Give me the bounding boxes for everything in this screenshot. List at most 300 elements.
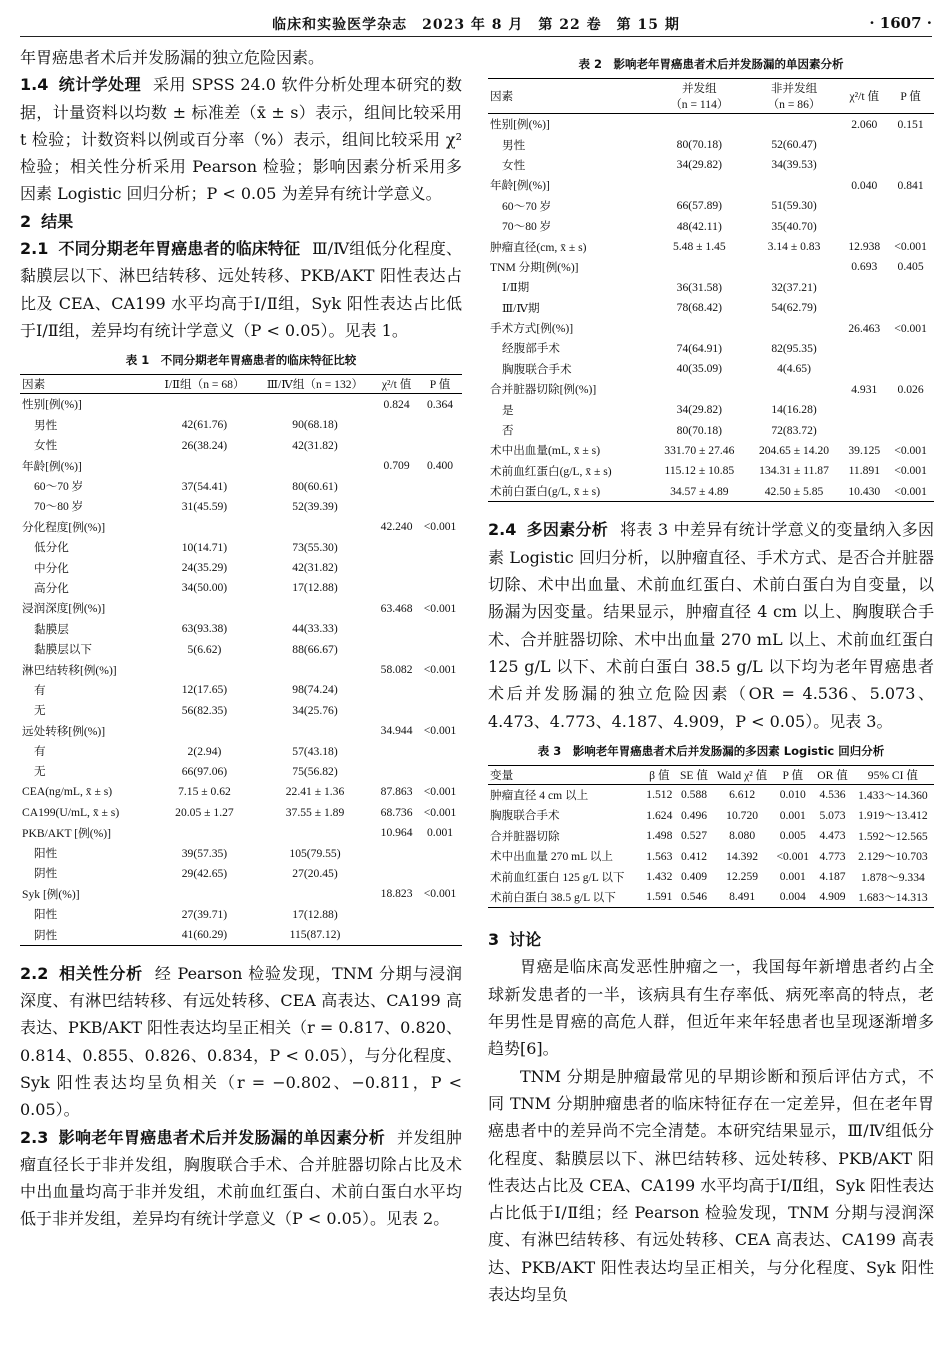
table-1-caption: 表 1 不同分期老年胃癌患者的临床特征比较 (125, 353, 357, 368)
table-cell: 0.841 (897, 178, 924, 192)
table-header-cell: 因素 (20, 375, 154, 394)
table-row (20, 822, 462, 842)
table-cell: 4.773 (819, 849, 846, 863)
section-text: 将表 3 中差异有统计学意义的变量纳入多因素 Logistic 回归分析，以肿瘤直径、手术方式、是否合并脏器切除、术中出血量、术前血红蛋白、术前白蛋白为自变量，以肠漏为因变量。结果显示，肿瘤直径 4 cm 以上、胸腹联合手术、合并脏器切除、术中出血量 270 mL 以上、术前血红蛋白 125 g/L 以下、术前白蛋白 38.5 g/L 以下均为老年胃癌患者术后并发肠漏的独立危险因素（OR = 4.536、5.073、4.473、4.773、4.187、4.909，P < 0.05）。见表 3。 (488, 520, 934, 731)
table-cell: 24(35.29) (181, 561, 228, 575)
table-cell (375, 639, 418, 659)
table-cell: 是 (502, 403, 514, 417)
table-cell (255, 394, 375, 415)
table-row (488, 175, 934, 195)
table-cell (747, 379, 842, 399)
table-cell: 29(42.65) (181, 866, 228, 880)
table-row (20, 578, 462, 598)
table-cell: 低分化 (34, 541, 69, 555)
table-cell: 66(97.06) (181, 764, 228, 778)
table-cell: 1.512 (646, 788, 673, 802)
table-header-cell: P 值 (772, 765, 813, 784)
table-cell: 70～80 岁 (502, 220, 552, 234)
table-row (488, 399, 934, 419)
table-cell: 37.55 ± 1.89 (285, 805, 345, 819)
table-cell: 80(70.18) (676, 138, 723, 152)
table-cell: 0.001 (779, 870, 806, 884)
table-cell: 0.001 (427, 826, 454, 840)
table-cell (652, 114, 747, 135)
table-row (488, 257, 934, 277)
table-cell: 42(31.82) (292, 438, 338, 452)
section-number: 2 (20, 211, 32, 231)
table-cell: 经腹部手术 (502, 342, 560, 356)
table-cell: 4.536 (819, 788, 846, 802)
table-cell: 39.125 (848, 443, 881, 457)
section-title: 相关性分析 (58, 963, 143, 983)
table-row (488, 440, 934, 460)
table-row (488, 196, 934, 216)
table-cell: 5.073 (819, 808, 846, 822)
table-row (488, 481, 934, 502)
table-cell: 60～70 岁 (502, 199, 552, 213)
section-1-4 (20, 71, 462, 207)
table-cell: <0.001 (894, 240, 927, 254)
table-1 (20, 374, 462, 946)
table-cell: 35(40.70) (771, 219, 817, 233)
table-cell (255, 598, 375, 618)
table-cell: 42.50 ± 5.85 (747, 481, 842, 502)
table-cell: 11.891 (848, 464, 881, 478)
table-cell (255, 884, 375, 904)
section-number: 2.2 (20, 963, 49, 983)
table-row (488, 461, 934, 481)
section-text: 采用 SPSS 24.0 软件分析处理本研究的数据，计量资料以均数 ± 标准差（x̄ ± s）表示，组间比较采用 t 检验；计数资料以例或百分率（%）表示，组间比较采用 χ² 检验；相关性分析采用 Pearson 检验；影响因素分析采用多因素 Logistic 回归分析；P < 0.05 为差异有统计学意义。 (20, 75, 462, 204)
table-cell: 中分化 (34, 561, 69, 575)
table-cell (154, 598, 255, 618)
table-cell: TNM 分期[例(%)] (490, 260, 579, 274)
table-3-body (488, 784, 934, 907)
section-number: 2.3 (20, 1127, 49, 1147)
table-header-cell: P 值 (887, 79, 934, 114)
table-cell (887, 155, 934, 175)
table-row (20, 761, 462, 781)
table-cell: 术中出血量(mL, x̄ ± s) (490, 444, 601, 458)
table-cell: 22.41 ± 1.36 (285, 785, 345, 799)
table-cell: 14.392 (726, 849, 759, 863)
table-row (20, 843, 462, 863)
header-n: （n = 86） (767, 98, 821, 111)
table-row (20, 557, 462, 577)
table-cell: 有 (34, 683, 46, 697)
table-cell: 男性 (34, 418, 58, 432)
table-cell (418, 741, 462, 761)
table-cell: 40(35.09) (676, 362, 723, 376)
table-cell (375, 761, 418, 781)
table-row (488, 359, 934, 379)
table-row (20, 741, 462, 761)
table-cell: 4.909 (813, 887, 852, 908)
table-row (20, 639, 462, 659)
table-cell: 0.405 (897, 260, 924, 274)
table-cell: 0.400 (427, 459, 454, 473)
table-cell: <0.001 (423, 805, 457, 819)
table-cell: 合并脏器切除 (490, 829, 560, 843)
table-cell: 36(31.58) (676, 280, 723, 294)
table-cell (841, 338, 887, 358)
table-cell (375, 537, 418, 557)
table-cell: 术前血红蛋白 125 g/L 以下 (490, 870, 625, 884)
table-cell: 74(64.91) (676, 341, 723, 355)
table-cell: 27(20.45) (292, 866, 338, 880)
table-cell: 98(74.24) (292, 683, 338, 697)
table-cell: 17(12.88) (292, 581, 338, 595)
table-cell (652, 257, 747, 277)
journal-info: 临床和实验医学杂志 2023 年 8 月 第 22 卷 第 15 期 (272, 17, 680, 33)
table-cell: 27(39.71) (181, 907, 228, 921)
table-cell: 56(82.35) (181, 703, 228, 717)
table-cell: 手术方式[例(%)] (490, 322, 574, 336)
table-cell: 1.563 (646, 849, 673, 863)
table-cell (747, 318, 842, 338)
table-row (20, 802, 462, 822)
table-cell (887, 420, 934, 440)
table-cell: 高分化 (34, 581, 69, 595)
table-row (20, 782, 462, 802)
table-cell: 57(43.18) (292, 744, 338, 758)
table-row (20, 517, 462, 537)
table-row (20, 904, 462, 924)
table-cell: 31(45.59) (181, 499, 228, 513)
section-number: 3 (488, 930, 500, 950)
table-header-cell: β 值 (643, 765, 677, 784)
table-cell: 68.736 (380, 805, 413, 819)
table-cell: 4(4.65) (777, 362, 811, 376)
table-row (20, 435, 462, 455)
table-cell (418, 639, 462, 659)
table-cell: 1.683～14.313 (852, 887, 934, 908)
table-1-body (20, 394, 462, 946)
table-row (488, 846, 934, 866)
table-header-cell: Ⅰ/Ⅱ组（n = 68） (154, 375, 255, 394)
table-cell: 44(33.33) (292, 622, 338, 636)
table-cell: 1.432 (646, 870, 673, 884)
table-cell (652, 318, 747, 338)
table-cell: 1.592～12.565 (858, 829, 928, 843)
table-row (20, 598, 462, 618)
table-cell: 18.823 (380, 887, 413, 901)
table-cell: 1.498 (646, 829, 673, 843)
table-cell: 75(56.82) (292, 764, 338, 778)
table-cell (841, 359, 887, 379)
table-cell (841, 298, 887, 318)
table-row (20, 863, 462, 883)
table-cell (747, 114, 842, 135)
table-row (488, 155, 934, 175)
table-cell: 17(12.88) (292, 907, 338, 921)
table-cell: 10(14.71) (181, 540, 228, 554)
table-cell: 0.588 (680, 788, 708, 802)
section-title: 结果 (41, 211, 74, 231)
table-cell: 阳性 (34, 908, 58, 922)
table-row (488, 277, 934, 297)
table-cell (841, 420, 887, 440)
table-cell: 2.129～10.703 (858, 850, 928, 864)
table-cell: 0.824 (383, 397, 410, 411)
table-cell: <0.001 (423, 785, 457, 799)
table-cell: 0.151 (897, 117, 924, 131)
table-cell: 42.240 (380, 520, 413, 534)
table-header-cell: χ²/t 值 (375, 375, 418, 394)
table-row (20, 884, 462, 904)
table-cell: 肿瘤直径 4 cm 以上 (490, 788, 589, 802)
table-cell (255, 517, 375, 537)
table-cell (418, 680, 462, 700)
table-cell: 0.412 (680, 849, 708, 863)
table-cell: 否 (502, 424, 514, 438)
table-cell: 年龄[例(%)] (22, 459, 82, 473)
page-number: · 1607 · (869, 14, 932, 32)
table-cell (841, 155, 887, 175)
table-cell (887, 359, 934, 379)
table-row (20, 537, 462, 557)
table-cell: 34.57 ± 4.89 (652, 481, 747, 502)
table-cell: <0.001 (894, 321, 927, 335)
table-cell: 2(2.94) (187, 744, 222, 758)
table-row (488, 866, 934, 886)
table-cell (375, 700, 418, 720)
table-header-cell: P 值 (418, 375, 462, 394)
table-cell: 阳性 (34, 847, 58, 861)
table-cell: 5.48 ± 1.45 (672, 240, 726, 254)
table-cell (418, 924, 462, 945)
table-cell: 34.944 (380, 724, 413, 738)
table-cell: <0.001 (423, 663, 457, 677)
header-n: （n = 114） (670, 98, 729, 111)
table-cell: 88(66.67) (292, 642, 338, 656)
table-row (488, 379, 934, 399)
table-cell: 阴性 (34, 867, 58, 881)
table-cell: PKB/AKT [例(%)] (22, 826, 111, 840)
section-2-1 (20, 235, 462, 344)
table-cell: 远处转移[例(%)] (22, 724, 106, 738)
table-cell (375, 435, 418, 455)
table-row (20, 924, 462, 945)
table-cell (747, 257, 842, 277)
table-cell: 12(17.65) (181, 683, 228, 697)
table-cell (887, 216, 934, 236)
section-number: 1.4 (20, 75, 49, 95)
running-header (20, 6, 932, 37)
table-cell: 54(62.79) (771, 301, 817, 315)
table-cell: 3.14 ± 0.83 (767, 240, 821, 254)
table-header-cell (747, 79, 842, 114)
table-cell: 32(37.21) (771, 280, 817, 294)
table-cell (887, 399, 934, 419)
table-cell: 浸润深度[例(%)] (22, 602, 106, 616)
table-cell: 分化程度[例(%)] (22, 520, 106, 534)
table-cell (887, 338, 934, 358)
table-header-cell: SE 值 (676, 765, 712, 784)
table-row (488, 318, 934, 338)
table-cell (841, 277, 887, 297)
table-cell: 66(57.89) (676, 199, 723, 213)
table-cell (154, 721, 255, 741)
table-cell (652, 175, 747, 195)
table-cell (418, 496, 462, 516)
table-row (488, 420, 934, 440)
table-cell (887, 298, 934, 318)
table-cell (418, 761, 462, 781)
table-cell: 10.720 (726, 808, 759, 822)
table-row (488, 236, 934, 256)
table-row (20, 700, 462, 720)
table-cell: 4.931 (851, 382, 878, 396)
table-cell (375, 496, 418, 516)
table-cell (418, 863, 462, 883)
table-cell (375, 680, 418, 700)
table-row (20, 496, 462, 516)
table-cell: 20.05 ± 1.27 (175, 805, 234, 819)
table-row (20, 476, 462, 496)
table-cell: 60～70 岁 (34, 480, 84, 494)
discussion-paragraph: 胃癌是临床高发恶性肿瘤之一，我国每年新增患者约占全球新发患者的一半，该病具有生存率低、病死率高的特点，老年男性是胃癌的高危人群，但近年来年轻患者也呈现逐渐增多趋势[6]。 (488, 957, 934, 1059)
table-cell: <0.001 (423, 887, 457, 901)
table-header-cell (652, 79, 747, 114)
table-cell: 1.624 (646, 808, 673, 822)
section-text: Ⅲ/Ⅳ组低分化程度、黏膜层以下、淋巴结转移、远处转移、PKB/AKT 阳性表达占比及 CEA、CA199 水平均高于Ⅰ/Ⅱ组，Syk 阳性表达占比低于Ⅰ/Ⅱ组，差异均有统计学意义（P < 0.05）。见表 1。 (20, 239, 462, 340)
table-row (488, 784, 934, 805)
section-2-4 (488, 516, 934, 734)
section-2-heading (20, 208, 462, 235)
table-cell: 6.612 (729, 788, 756, 802)
table-cell (154, 659, 255, 679)
table-cell: 有 (34, 745, 46, 759)
table-cell (418, 578, 462, 598)
table-cell: 51(59.30) (771, 199, 817, 213)
section-title: 多因素分析 (526, 520, 609, 540)
table-2-caption: 表 2 影响老年胃癌患者术后并发肠漏的单因素分析 (578, 57, 844, 71)
table-cell: Ⅰ/Ⅱ期 (502, 281, 530, 295)
table-cell (887, 277, 934, 297)
discussion-paragraph: TNM 分期是肿瘤最常见的早期诊断和预后评估方式，不同 TNM 分期肿瘤患者的临床特征存在一定差异，但在老年胃癌患者中的差异尚不完全清楚。本研究结果显示，Ⅲ/Ⅳ组低分化程度、黏膜层以下、淋巴结转移、远处转移、PKB/AKT 阳性表达占比及 CEA、CA199 水平均高于Ⅰ/Ⅱ组，Syk 阳性表达占比低于Ⅰ/Ⅱ组；经 Pearson 检验发现，TNM 分期与浸润深度、有淋巴结转移、有远处转移、CEA 高表达、CA199 高表达、PKB/AKT 阳性表达均呈正相关，与分化程度、Syk 阳性表达均呈负 (488, 1066, 934, 1304)
table-cell: 4.473 (819, 829, 846, 843)
table-row (488, 338, 934, 358)
table-cell (154, 822, 255, 842)
table-cell (375, 863, 418, 883)
table-cell: 0.010 (779, 788, 806, 802)
table-cell (255, 455, 375, 475)
table-row (488, 826, 934, 846)
table-cell (652, 379, 747, 399)
table-cell: 90(68.18) (292, 418, 338, 432)
table-row (20, 619, 462, 639)
table-cell: 4.187 (819, 870, 846, 884)
table-cell: 术前白蛋白 38.5 g/L 以下 (488, 887, 643, 908)
left-column (20, 44, 462, 1233)
table-cell: 34(29.82) (676, 158, 723, 172)
table-cell (375, 904, 418, 924)
table-cell (747, 175, 842, 195)
table-cell: 1.433～14.360 (858, 788, 928, 802)
table-cell: 80(60.61) (292, 479, 338, 493)
table-cell: 8.080 (729, 829, 756, 843)
table-cell: 1.919～13.412 (858, 809, 928, 823)
table-cell: 术中出血量 270 mL 以上 (490, 850, 613, 864)
table-cell (375, 741, 418, 761)
table-cell: <0.001 (423, 520, 457, 534)
table-cell: 肿瘤直径(cm, x̄ ± s) (490, 240, 587, 254)
section-title: 讨论 (509, 930, 542, 950)
table-header-cell: 因素 (488, 79, 652, 114)
table-cell: 10.964 (380, 826, 413, 840)
table-cell: Syk [例(%)] (22, 887, 80, 901)
table-3-caption: 表 3 影响老年胃癌患者术后并发肠漏的多因素 Logistic 回归分析 (537, 743, 885, 758)
table-cell: 1.878～9.334 (861, 870, 925, 884)
table-cell: 1.591 (643, 887, 677, 908)
table-row (488, 887, 934, 908)
table-row (20, 721, 462, 741)
table-cell: 10.430 (841, 481, 887, 502)
table-cell: 78(68.42) (676, 301, 723, 315)
table-cell (154, 517, 255, 537)
table-cell (375, 924, 418, 945)
table-cell: 男性 (502, 138, 526, 152)
table-cell: <0.001 (894, 464, 927, 478)
table-header-cell: 95% CI 值 (852, 765, 934, 784)
table-cell: 女性 (502, 158, 526, 172)
section-2-2 (20, 960, 462, 1124)
table-cell: 63(93.38) (181, 622, 228, 636)
table-cell: 合并脏器切除[例(%)] (490, 383, 597, 397)
table-cell: 0.026 (897, 382, 924, 396)
section-2-3 (20, 1124, 462, 1233)
table-cell (154, 394, 255, 415)
table-cell: 0.709 (383, 459, 410, 473)
table-cell: 淋巴结转移[例(%)] (22, 663, 117, 677)
table-row (20, 659, 462, 679)
table-cell (255, 659, 375, 679)
table-cell: 0.546 (676, 887, 712, 908)
table-cell: 34(39.53) (771, 158, 817, 172)
table-cell (375, 578, 418, 598)
table-cell: 0.005 (779, 829, 806, 843)
table-cell (375, 843, 418, 863)
table-cell: 2.060 (851, 117, 878, 131)
section-title: 影响老年胃癌患者术后并发肠漏的单因素分析 (58, 1127, 386, 1147)
table-row (488, 114, 934, 135)
table-cell: 115.12 ± 10.85 (664, 464, 735, 478)
table-cell (375, 619, 418, 639)
table-cell: 34(25.76) (292, 703, 338, 717)
section-title: 统计学处理 (58, 75, 142, 95)
section-text: 经 Pearson 检验发现，TNM 分期与浸润深度、有淋巴结转移、有远处转移、CEA 高表达、CA199 高表达、PKB/AKT 阳性表达均呈正相关（r = 0.817、0.820、0.814、0.855、0.826、0.834，P < 0.05），与分化程度、Syk 阳性表达均呈负相关（r = −0.802、−0.811，P < 0.05）。 (20, 963, 462, 1120)
table-cell: 331.70 ± 27.46 (664, 443, 735, 457)
table-cell: CEA(ng/mL, x̄ ± s) (22, 785, 113, 799)
table-cell: <0.001 (887, 481, 934, 502)
section-title: 不同分期老年胃癌患者的临床特征 (58, 239, 301, 259)
table-cell: 12.259 (726, 870, 759, 884)
table-cell: 48(42.11) (676, 219, 722, 233)
table-cell: 26(38.24) (181, 438, 228, 452)
table-cell: 115(87.12) (255, 924, 375, 945)
table-cell: 82(95.35) (771, 341, 817, 355)
table-cell: 8.491 (712, 887, 772, 908)
table-cell: <0.001 (423, 724, 457, 738)
section-number: 2.1 (20, 239, 49, 259)
table-cell: 7.15 ± 0.62 (178, 785, 231, 799)
table-cell: Ⅲ/Ⅳ期 (502, 301, 540, 315)
table-cell: 胸腹联合手术 (490, 809, 560, 823)
table-cell (418, 435, 462, 455)
table-cell (375, 557, 418, 577)
table-cell: 0.364 (427, 397, 454, 411)
table-cell: 52(39.39) (292, 499, 338, 513)
